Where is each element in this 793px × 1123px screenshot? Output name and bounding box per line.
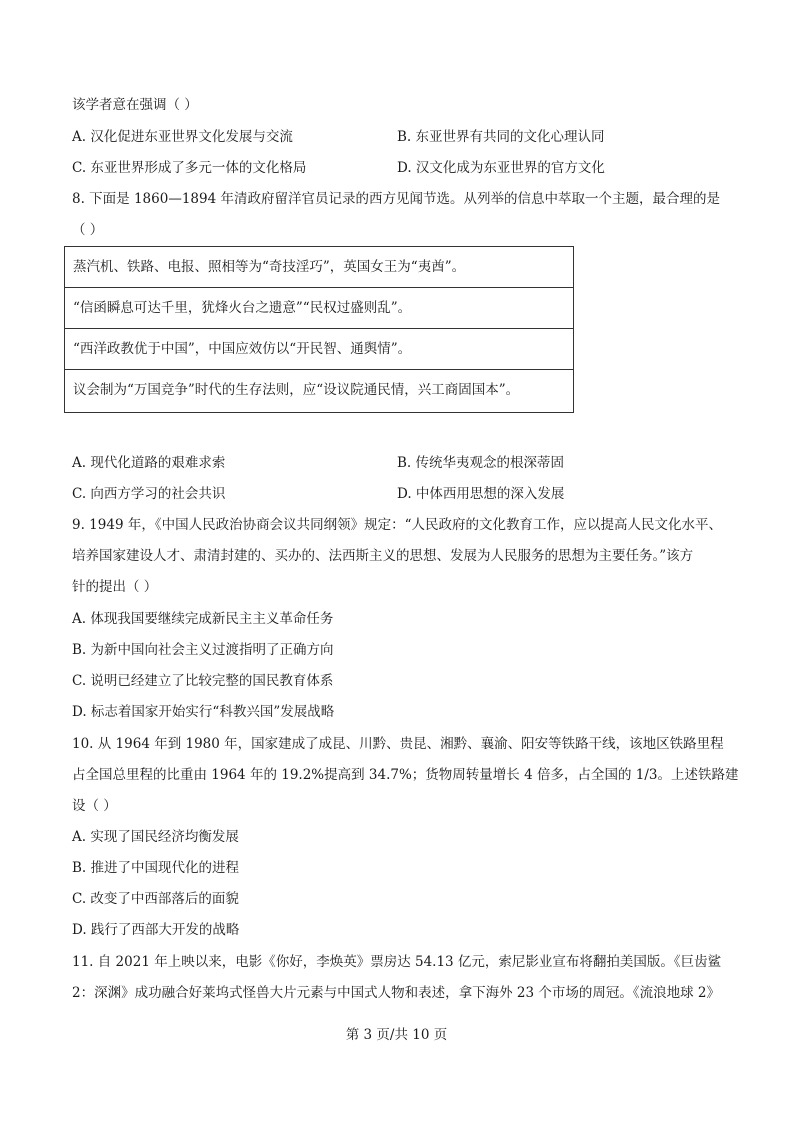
q10-stem-line1: 10. 从 1964 年到 1980 年，国家建成了成昆、川黔、贵昆、湘黔、襄渝、阳安等铁路干线，该地区铁路里程 <box>72 736 724 752</box>
q11-stem-line1: 11. 自 2021 年上映以来，电影《你好，李焕英》票房达 54.13 亿元，索尼影业宣布将翻拍美国版。《巨齿鲨 <box>72 954 722 970</box>
q9-stem-line3: 针的提出（ ） <box>72 579 158 595</box>
q9-stem-line1: 9. 1949 年，《中国人民政治协商会议共同纲领》规定：“人民政府的文化教育工作，应以提高人民文化水平、 <box>72 517 722 533</box>
q8-stem-line1: 8. 下面是 1860—1894 年清政府留洋官员记录的西方见闻节选。从列举的信息中萃取一个主题，最合理的是 <box>72 191 720 207</box>
q9-option-b: B. 为新中国向社会主义过渡指明了正确方向 <box>72 642 334 658</box>
q8-stem-line2: （ ） <box>72 222 104 238</box>
q8-source-table <box>64 246 574 413</box>
q9-option-d: D. 标志着国家开始实行“科教兴国”发展战略 <box>72 704 335 720</box>
q10-option-c: C. 改变了中西部落后的面貌 <box>72 891 239 907</box>
q7-option-d: D. 汉文化成为东亚世界的官方文化 <box>397 160 605 176</box>
page-footer-number: 第 3 页/共 10 页 <box>345 1027 448 1043</box>
q7-stem-end: 该学者意在强调（ ） <box>72 97 198 113</box>
q8-option-b: B. 传统华夷观念的根深蒂固 <box>397 455 565 471</box>
q8-table-row-1: 蒸汽机、铁路、电报、照相等为“奇技淫巧”，英国女王为“夷酋”。 <box>65 247 573 288</box>
q10-stem-line3: 设（ ） <box>72 798 117 814</box>
q8-table-row-4: 议会制为“万国竞争”时代的生存法则，应“设议院通民情，兴工商固国本”。 <box>73 382 520 398</box>
q8-table-row-3: “西洋政教优于中国”，中国应效仿以“开民智、通舆情”。 <box>65 329 573 370</box>
q8-option-a: A. 现代化道路的艰难求索 <box>72 455 226 471</box>
q10-option-a: A. 实现了国民经济均衡发展 <box>72 829 239 845</box>
q11-stem-line2: 2：深渊》成功融合好莱坞式怪兽大片元素与中国式人物和表述，拿下海外 23 个市场的周冠。《流浪地球 2》 <box>72 985 720 1001</box>
q9-option-a: A. 体现我国要继续完成新民主主义革命任务 <box>72 611 334 627</box>
q8-option-c: C. 向西方学习的社会共识 <box>72 486 226 502</box>
q10-stem-line2: 占全国总里程的比重由 1964 年的 19.2%提高到 34.7%；货物周转量增长 4 倍多，占全国的 1/3。上述铁路建 <box>72 767 739 783</box>
q7-option-a: A. 汉化促进东亚世界文化发展与交流 <box>72 129 293 145</box>
q7-option-c: C. 东亚世界形成了多元一体的文化格局 <box>72 160 307 176</box>
q10-option-d: D. 践行了西部大开发的战略 <box>72 922 240 938</box>
q8-table-row-2: “信函瞬息可达千里，犹烽火台之遗意”“民权过盛则乱”。 <box>65 288 573 329</box>
q9-option-c: C. 说明已经建立了比较完整的国民教育体系 <box>72 673 334 689</box>
q7-option-b: B. 东亚世界有共同的文化心理认同 <box>397 129 605 145</box>
q8-option-d: D. 中体西用思想的深入发展 <box>397 486 565 502</box>
q9-stem-line2: 培养国家建设人才、肃清封建的、买办的、法西斯主义的思想、发展为人民服务的思想为主要任务。”该方 <box>72 548 694 564</box>
q10-option-b: B. 推进了中国现代化的进程 <box>72 860 240 876</box>
